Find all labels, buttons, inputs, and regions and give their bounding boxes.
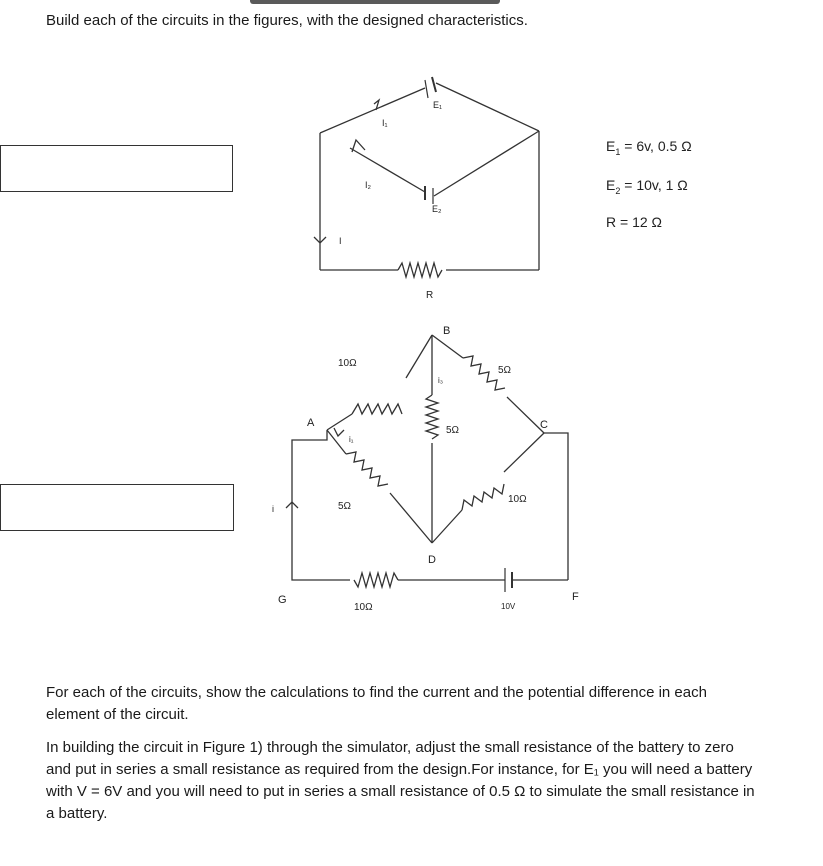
label-i1-fig2: i₁: [349, 435, 354, 444]
label-e1: E₁: [433, 100, 443, 110]
node-g: G: [278, 594, 287, 606]
label-i1: I₁: [382, 118, 388, 128]
label-i2: I₂: [365, 180, 371, 190]
node-d: D: [428, 554, 436, 566]
battery-label: 10V: [501, 602, 516, 611]
node-c: C: [540, 419, 548, 431]
res-bc: 5Ω: [498, 365, 512, 376]
res-bd: 5Ω: [446, 425, 460, 436]
label-r: R: [426, 290, 434, 301]
node-f: F: [572, 591, 579, 603]
res-dc: 10Ω: [508, 494, 527, 505]
intro-text: Build each of the circuits in the figures, with the designed characteristics.: [46, 12, 528, 29]
figure2-circuit: [286, 335, 568, 592]
label-i-fig2: i: [272, 504, 274, 514]
instructions-paragraph-2: In building the circuit in Figure 1) through the simulator, adjust the small resistance of the battery to zero and put in series a small resistance as required from the design.For instance, for E₁ you will need a battery with V = 6V and you will need to put in series a small resistance of 0.5 Ω to simulate the small resistance in a battery.: [46, 739, 755, 822]
res-bottom: 10Ω: [354, 602, 373, 613]
res-ab: 10Ω: [338, 358, 357, 369]
node-a: A: [307, 417, 315, 429]
node-b: B: [443, 325, 451, 337]
value-e1: $E_1 = 6v$, 0.5 Ω: [606, 138, 692, 157]
figure1-circuit: [314, 77, 539, 277]
label-e2: E₂: [432, 204, 442, 214]
value-e2: $E_2 = 10v$, 1 Ω: [606, 177, 688, 196]
res-ad: 5Ω: [338, 501, 352, 512]
value-r: R = 12 Ω: [606, 214, 662, 230]
label-i: I: [339, 236, 342, 246]
instructions-paragraph-1: For each of the circuits, show the calculations to find the current and the potential difference in each element of the circuit.: [46, 684, 707, 723]
label-i3: i₃: [438, 376, 444, 385]
